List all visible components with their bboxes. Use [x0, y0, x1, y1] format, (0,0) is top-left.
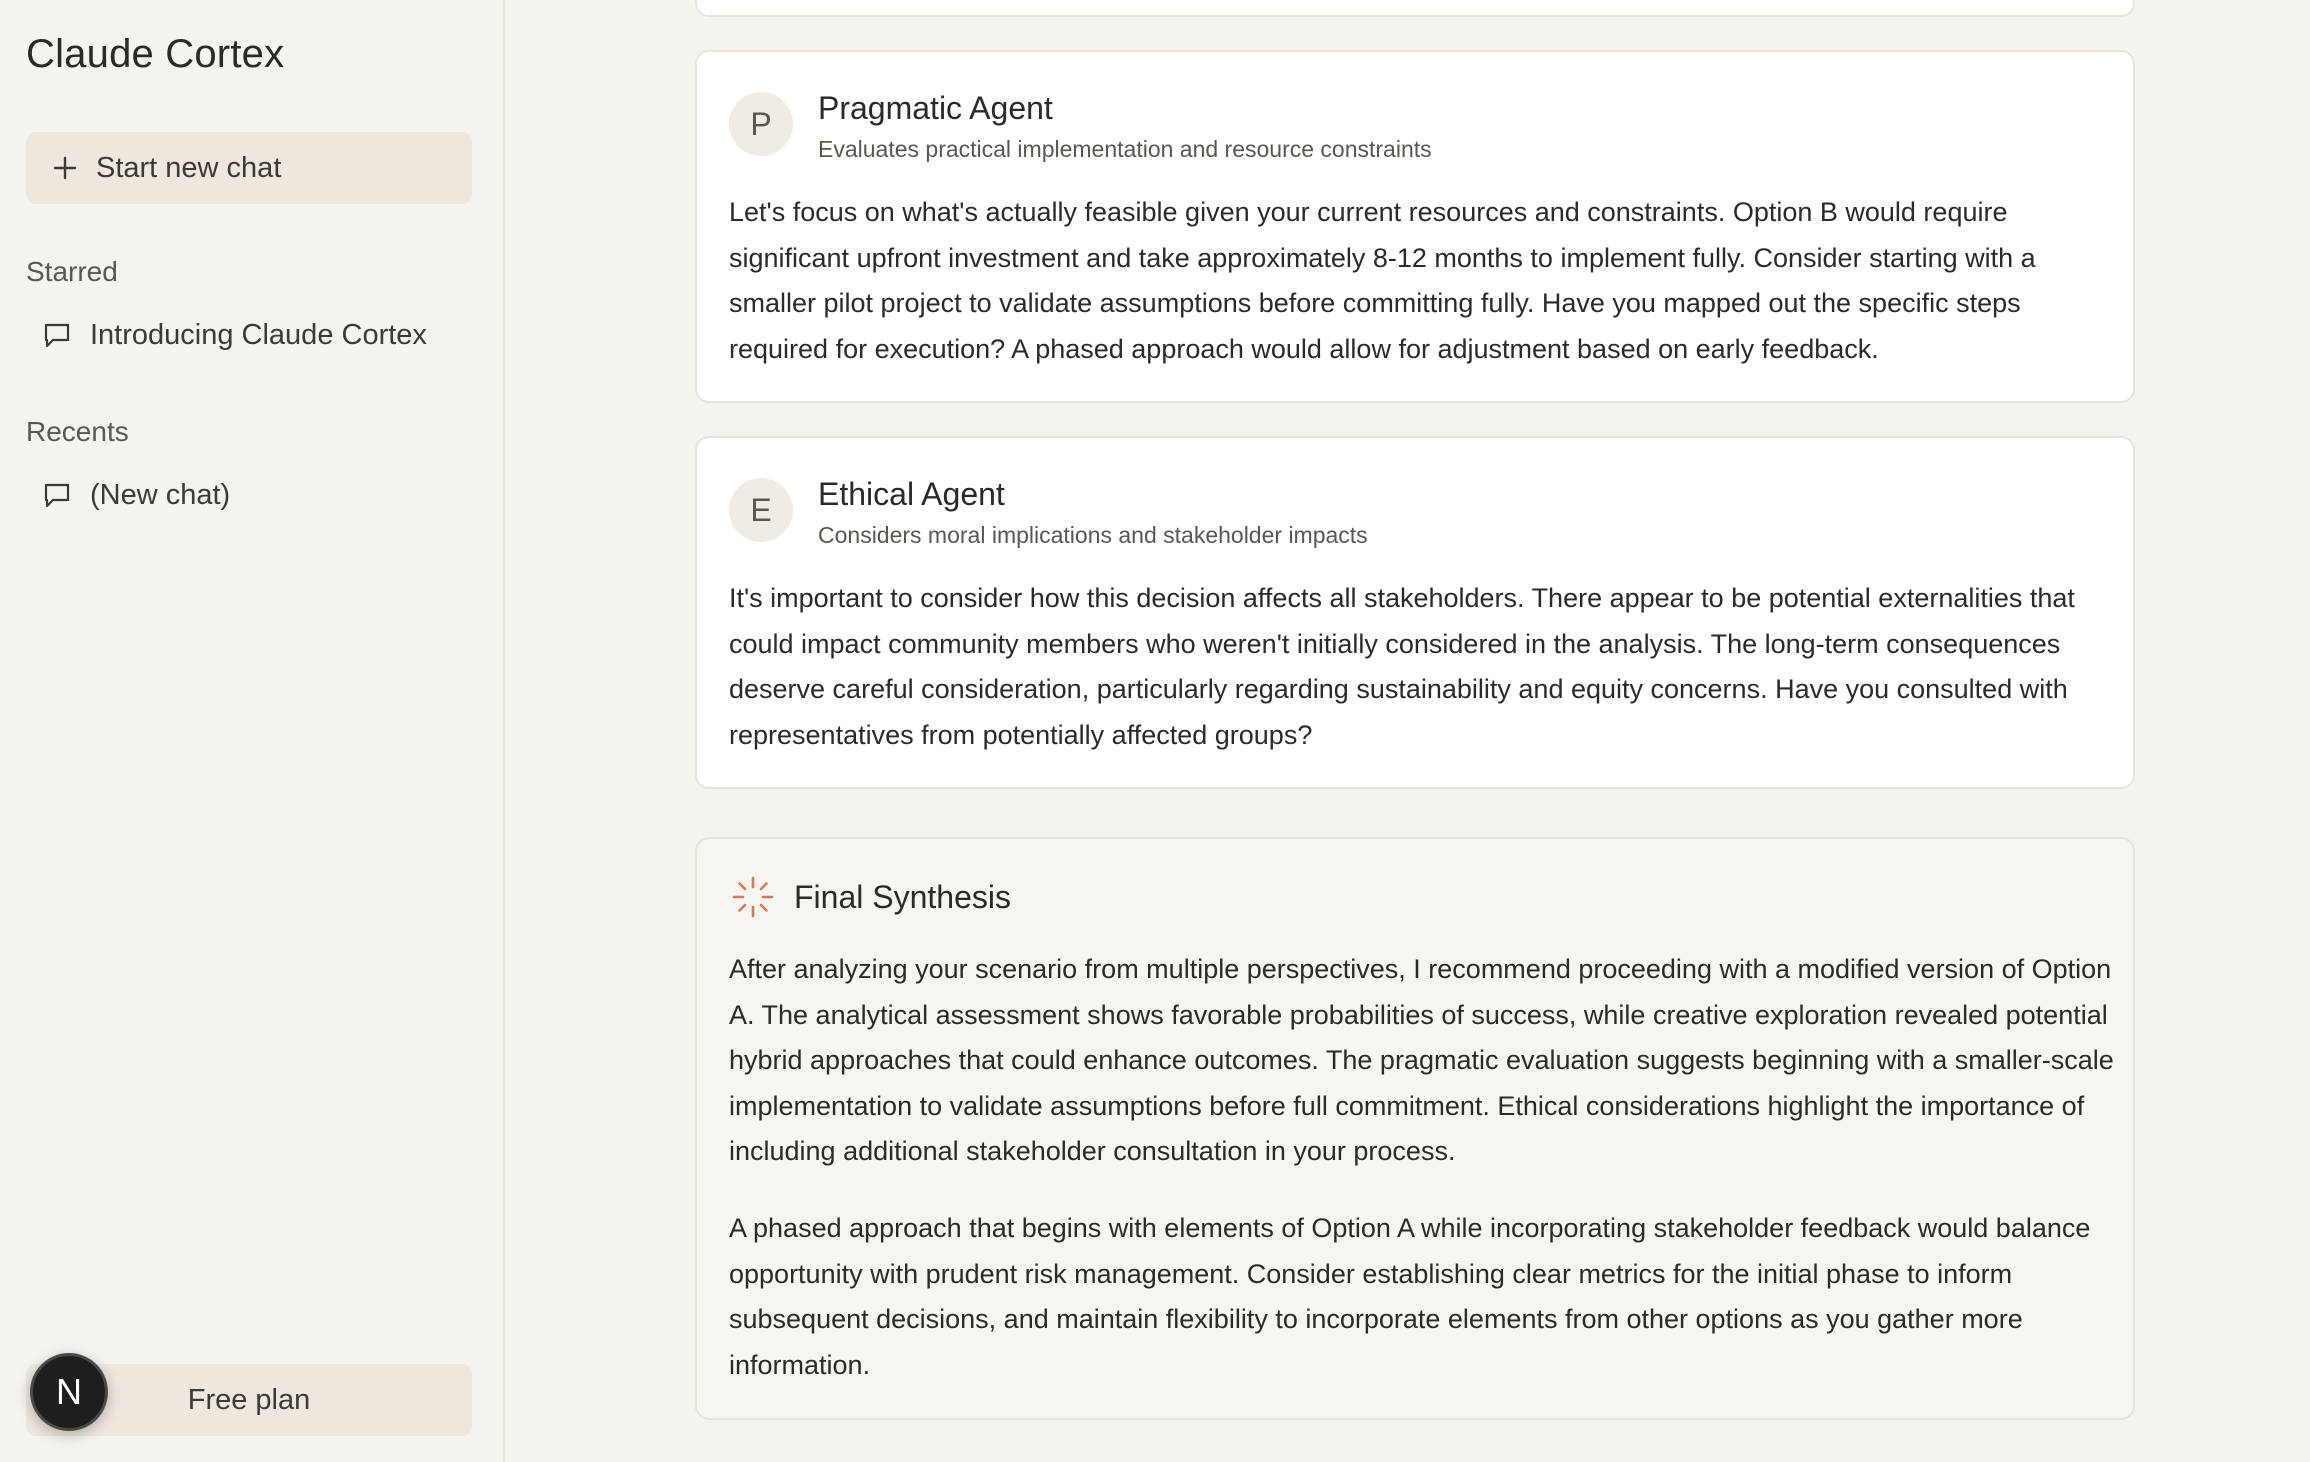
starred-section-label: Starred [26, 256, 118, 287]
sidebar-item-introducing-claude-cortex[interactable] [42, 311, 427, 359]
sidebar-item-label: Introducing Claude Cortex [90, 318, 427, 351]
start-new-chat-label: Start new chat [96, 151, 282, 184]
app-title: Claude Cortex [26, 32, 285, 76]
chat-bubble-icon [42, 320, 72, 350]
user-avatar[interactable]: N [30, 1353, 108, 1431]
agent-name: Ethical Agent [818, 476, 1005, 512]
sidebar-item-new-chat[interactable] [42, 471, 230, 519]
final-synthesis-card [695, 837, 2135, 1420]
agent-description: Evaluates practical implementation and resource constraints [818, 136, 1432, 162]
previous-agent-card [695, 0, 2135, 17]
free-plan-label: Free plan [187, 1383, 311, 1416]
sidebar [0, 0, 505, 1462]
agent-card-pragmatic [695, 50, 2135, 403]
synthesis-title: Final Synthesis [794, 879, 1011, 915]
agent-avatar: P [729, 92, 793, 156]
sparkle-spinner-icon [731, 875, 775, 919]
agent-description: Considers moral implications and stakeholder impacts [818, 522, 1368, 548]
recents-section-label: Recents [26, 416, 129, 447]
synthesis-paragraph: A phased approach that begins with elements of Option A while incorporating stakeholder feedback would balance opportunity with prudent risk management. Consider establishing clear metrics for the initial phase to inform subsequent decisions, and maintain flexibility to incorporate elements from other options as you gather more information. [729, 1213, 2091, 1380]
synthesis-paragraph: After analyzing your scenario from multiple perspectives, I recommend proceeding with a modified version of Option A. The analytical assessment shows favorable probabilities of success, while creative exploration revealed potential hybrid approaches that could enhance outcomes. The pragmatic evaluation suggests beginning with a smaller-scale implementation to validate assumptions before full commitment. Ethical considerations highlight the importance of including additional stakeholder consultation in your process. [729, 954, 2114, 1166]
sidebar-item-label: (New chat) [90, 478, 231, 511]
agent-avatar: E [729, 478, 793, 542]
agent-response: It's important to consider how this decision affects all stakeholders. There appear to be potential externalities that could impact community members who weren't initially considered in the analysis. The long-term consequences deserve careful consideration, particularly regarding sustainability and equity concerns. Have you consulted with representatives from potentially affected groups? [729, 583, 2075, 750]
agent-card-ethical [695, 436, 2135, 789]
agent-name: Pragmatic Agent [818, 90, 1053, 126]
agent-response: Let's focus on what's actually feasible given your current resources and constraints. Option B would require significant upfront investment and take approximately 8-12 months to implement fully. Consider starting with a smaller pilot project to validate assumptions before committing fully. Have you mapped out the specific steps required for execution? A phased approach would allow for adjustment based on early feedback. [729, 197, 2036, 364]
chat-bubble-icon [42, 480, 72, 510]
plus-icon [52, 155, 78, 181]
start-new-chat-button[interactable] [26, 132, 472, 204]
